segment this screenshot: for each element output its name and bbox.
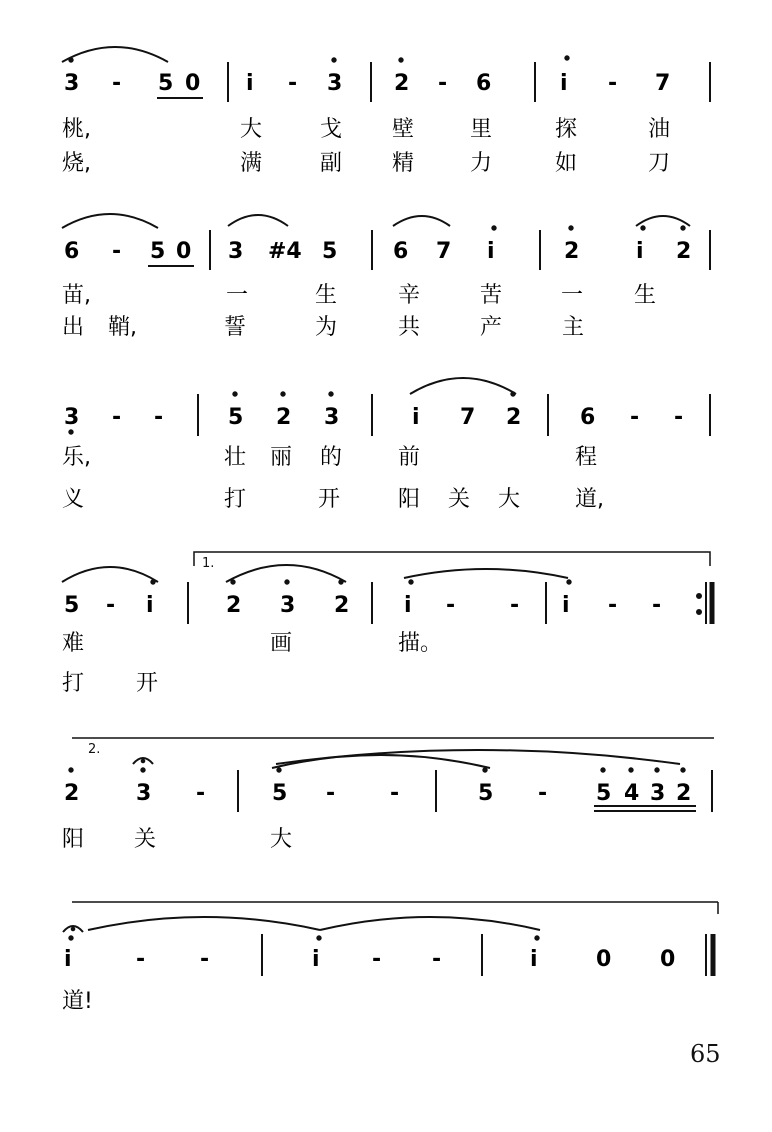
lyric: 产 — [480, 315, 503, 340]
high-dot — [655, 768, 659, 772]
slur — [62, 567, 158, 582]
lyric: 道! — [62, 989, 93, 1014]
note: 2 — [676, 239, 692, 264]
system-3 — [62, 378, 710, 512]
volta-label: 2. — [88, 742, 101, 757]
system-4-volta — [194, 552, 710, 571]
volta-label: 1. — [202, 556, 215, 571]
lyric: 桃, — [62, 117, 91, 142]
note: i — [412, 405, 420, 430]
high-dot — [567, 580, 571, 584]
lyric: 满 — [240, 151, 263, 176]
system-6-marks-top — [72, 902, 718, 914]
system-6 — [62, 902, 718, 1014]
note: 7 — [436, 239, 452, 264]
note: 2 — [276, 405, 292, 430]
tie — [404, 569, 568, 578]
lyric: 道, — [575, 487, 604, 512]
note: 5 — [64, 593, 80, 618]
lyric: 画 — [270, 631, 293, 656]
note: 3 — [228, 239, 244, 264]
lyric: 誓 — [224, 315, 247, 340]
high-dot — [681, 768, 685, 772]
note: 3 — [64, 71, 80, 96]
high-dot — [233, 392, 237, 396]
note: i — [146, 593, 154, 618]
note: 3 — [280, 593, 296, 618]
dash: - — [154, 405, 164, 430]
system-3-marks — [69, 378, 710, 436]
system-4-notes — [64, 593, 661, 618]
lyric: 丽 — [270, 445, 293, 470]
system-4-lyrics-1 — [62, 631, 442, 656]
system-5 — [62, 738, 714, 852]
note: 3 — [64, 405, 80, 430]
high-dot — [277, 768, 281, 772]
note: 5 — [158, 71, 174, 96]
note: i — [487, 239, 495, 264]
high-dot — [141, 768, 145, 772]
note: 2 — [676, 781, 692, 806]
high-dot — [483, 768, 487, 772]
note: i — [636, 239, 644, 264]
note: i — [562, 593, 570, 618]
high-dot — [565, 56, 569, 60]
system-5-lyrics-1 — [62, 827, 292, 852]
slur — [276, 750, 680, 764]
dash: - — [196, 781, 206, 806]
lyric: 阳 — [398, 487, 421, 512]
dash: - — [372, 947, 382, 972]
note: i — [530, 947, 538, 972]
lyric: 探 — [555, 117, 578, 142]
system-5-notes — [64, 781, 691, 806]
lyric: 程 — [575, 445, 598, 470]
page-number: 65 — [690, 1040, 721, 1068]
lyric: 义 — [62, 487, 85, 512]
lyric: 关 — [448, 487, 471, 512]
high-dot — [332, 58, 336, 62]
lyric: 苗, — [62, 283, 91, 308]
slur — [228, 215, 288, 226]
note: i — [404, 593, 412, 618]
lyric: 一 — [561, 283, 584, 308]
system-3-lyrics-1 — [62, 445, 597, 470]
note: 5 — [228, 405, 244, 430]
lyric: 油 — [648, 117, 671, 142]
high-dot — [601, 768, 605, 772]
note: 2 — [334, 593, 350, 618]
high-dot — [399, 58, 403, 62]
lyric: 前 — [398, 445, 421, 470]
lyric: 里 — [470, 117, 493, 142]
lyric: 烧, — [62, 151, 91, 176]
slur — [226, 565, 346, 582]
high-dot — [409, 580, 413, 584]
slur — [636, 216, 690, 226]
lyric: 开 — [136, 671, 159, 696]
note: 5 — [150, 239, 166, 264]
note: 3 — [136, 781, 152, 806]
note: i — [246, 71, 254, 96]
note: 2 — [64, 781, 80, 806]
lyric: 为 — [315, 315, 338, 340]
note: 5 — [478, 781, 494, 806]
high-dot — [535, 936, 539, 940]
note: 6 — [393, 239, 409, 264]
lyric: 一 — [226, 283, 249, 308]
note: 6 — [580, 405, 596, 430]
rest: 0 — [176, 239, 192, 264]
high-dot — [231, 580, 235, 584]
dash: - — [326, 781, 336, 806]
dash: - — [112, 405, 122, 430]
lyric: 戈 — [320, 117, 343, 142]
slur — [410, 378, 516, 394]
lyric: 的 — [320, 445, 343, 470]
lyric: 苦 — [480, 283, 503, 308]
lyric: 辛 — [398, 283, 421, 308]
slur — [62, 47, 168, 62]
lyric: 阳 — [62, 827, 85, 852]
rest: 0 — [596, 947, 612, 972]
lyric: 开 — [318, 487, 341, 512]
dash: - — [112, 239, 122, 264]
note: 7 — [655, 71, 671, 96]
high-dot — [492, 226, 496, 230]
lyric: 刀 — [648, 151, 671, 176]
dash: - — [608, 593, 618, 618]
system-2 — [62, 214, 710, 340]
note: 3 — [327, 71, 343, 96]
dash: - — [538, 781, 548, 806]
note: 3 — [650, 781, 666, 806]
lyric: 精 — [392, 151, 415, 176]
lyric: 大 — [270, 827, 293, 852]
dash: - — [438, 71, 448, 96]
note: 2 — [506, 405, 522, 430]
high-dot — [69, 936, 73, 940]
high-dot — [629, 768, 633, 772]
lyric: 乐, — [62, 445, 91, 470]
note: 2 — [226, 593, 242, 618]
note: 3 — [324, 405, 340, 430]
high-dot — [317, 936, 321, 940]
system-6-notes — [64, 947, 675, 972]
tie — [272, 755, 490, 768]
system-2-lyrics-2 — [62, 315, 584, 340]
note: 4 — [624, 781, 640, 806]
lyric: 打 — [62, 671, 85, 696]
system-2-lyrics-1 — [62, 283, 656, 308]
lyric: 生 — [634, 283, 657, 308]
note: 5 — [322, 239, 338, 264]
note: 6 — [64, 239, 80, 264]
dash: - — [446, 593, 456, 618]
high-dot — [69, 768, 73, 772]
system-6-marks — [63, 917, 713, 976]
high-dot — [641, 226, 645, 230]
lyric: 力 — [470, 151, 493, 176]
note: i — [312, 947, 320, 972]
system-5-volta — [72, 738, 714, 757]
high-dot — [681, 226, 685, 230]
tie — [320, 917, 540, 930]
system-6-lyrics-1 — [62, 989, 93, 1014]
lyric: 主 — [562, 315, 585, 340]
system-4 — [62, 552, 712, 696]
dash: - — [112, 71, 122, 96]
lyric: 大 — [498, 487, 521, 512]
slur — [62, 214, 158, 228]
note: 2 — [394, 71, 410, 96]
lyric: 如 — [555, 151, 578, 176]
note-sharp: #4 — [268, 239, 302, 264]
dash: - — [288, 71, 298, 96]
note: i — [560, 71, 568, 96]
system-1-notes — [64, 71, 670, 96]
system-2-notes — [64, 239, 691, 264]
fermata-dot — [71, 927, 75, 931]
note: i — [64, 947, 72, 972]
lyric: 壮 — [224, 445, 247, 470]
high-dot — [281, 392, 285, 396]
volta-bracket — [194, 552, 710, 566]
dash: - — [652, 593, 662, 618]
lyric: 描。 — [398, 631, 443, 656]
fermata-dot — [141, 759, 145, 763]
high-dot — [329, 392, 333, 396]
system-1-lyrics-1 — [62, 117, 670, 142]
system-4-lyrics-2 — [62, 671, 158, 696]
lyric: 生 — [315, 283, 338, 308]
dash: - — [200, 947, 210, 972]
note: 2 — [564, 239, 580, 264]
note: 7 — [460, 405, 476, 430]
dash: - — [390, 781, 400, 806]
note: 5 — [272, 781, 288, 806]
dash: - — [136, 947, 146, 972]
tie — [88, 917, 320, 930]
lyric: 共 — [398, 315, 421, 340]
rest: 0 — [660, 947, 676, 972]
lyric: 关 — [134, 827, 157, 852]
lyric: 鞘, — [108, 315, 137, 340]
lyric: 难 — [62, 631, 85, 656]
repeat-dot — [697, 610, 702, 615]
repeat-dot — [697, 594, 702, 599]
lyric: 壁 — [392, 117, 415, 142]
lyric: 打 — [224, 487, 247, 512]
lyric: 大 — [240, 117, 263, 142]
high-dot — [285, 580, 289, 584]
dash: - — [106, 593, 116, 618]
system-1 — [62, 47, 710, 176]
dash: - — [510, 593, 520, 618]
lyric: 出 — [62, 315, 85, 340]
high-dot — [569, 226, 573, 230]
slur — [393, 216, 450, 226]
dash: - — [432, 947, 442, 972]
low-dot — [69, 430, 73, 434]
dash: - — [674, 405, 684, 430]
note: 6 — [476, 71, 492, 96]
lyric: 副 — [320, 151, 343, 176]
dash: - — [608, 71, 618, 96]
system-1-lyrics-2 — [62, 151, 670, 176]
system-3-notes — [64, 405, 683, 430]
note: 5 — [596, 781, 612, 806]
rest: 0 — [185, 71, 201, 96]
dash: - — [630, 405, 640, 430]
system-3-lyrics-2 — [62, 487, 604, 512]
